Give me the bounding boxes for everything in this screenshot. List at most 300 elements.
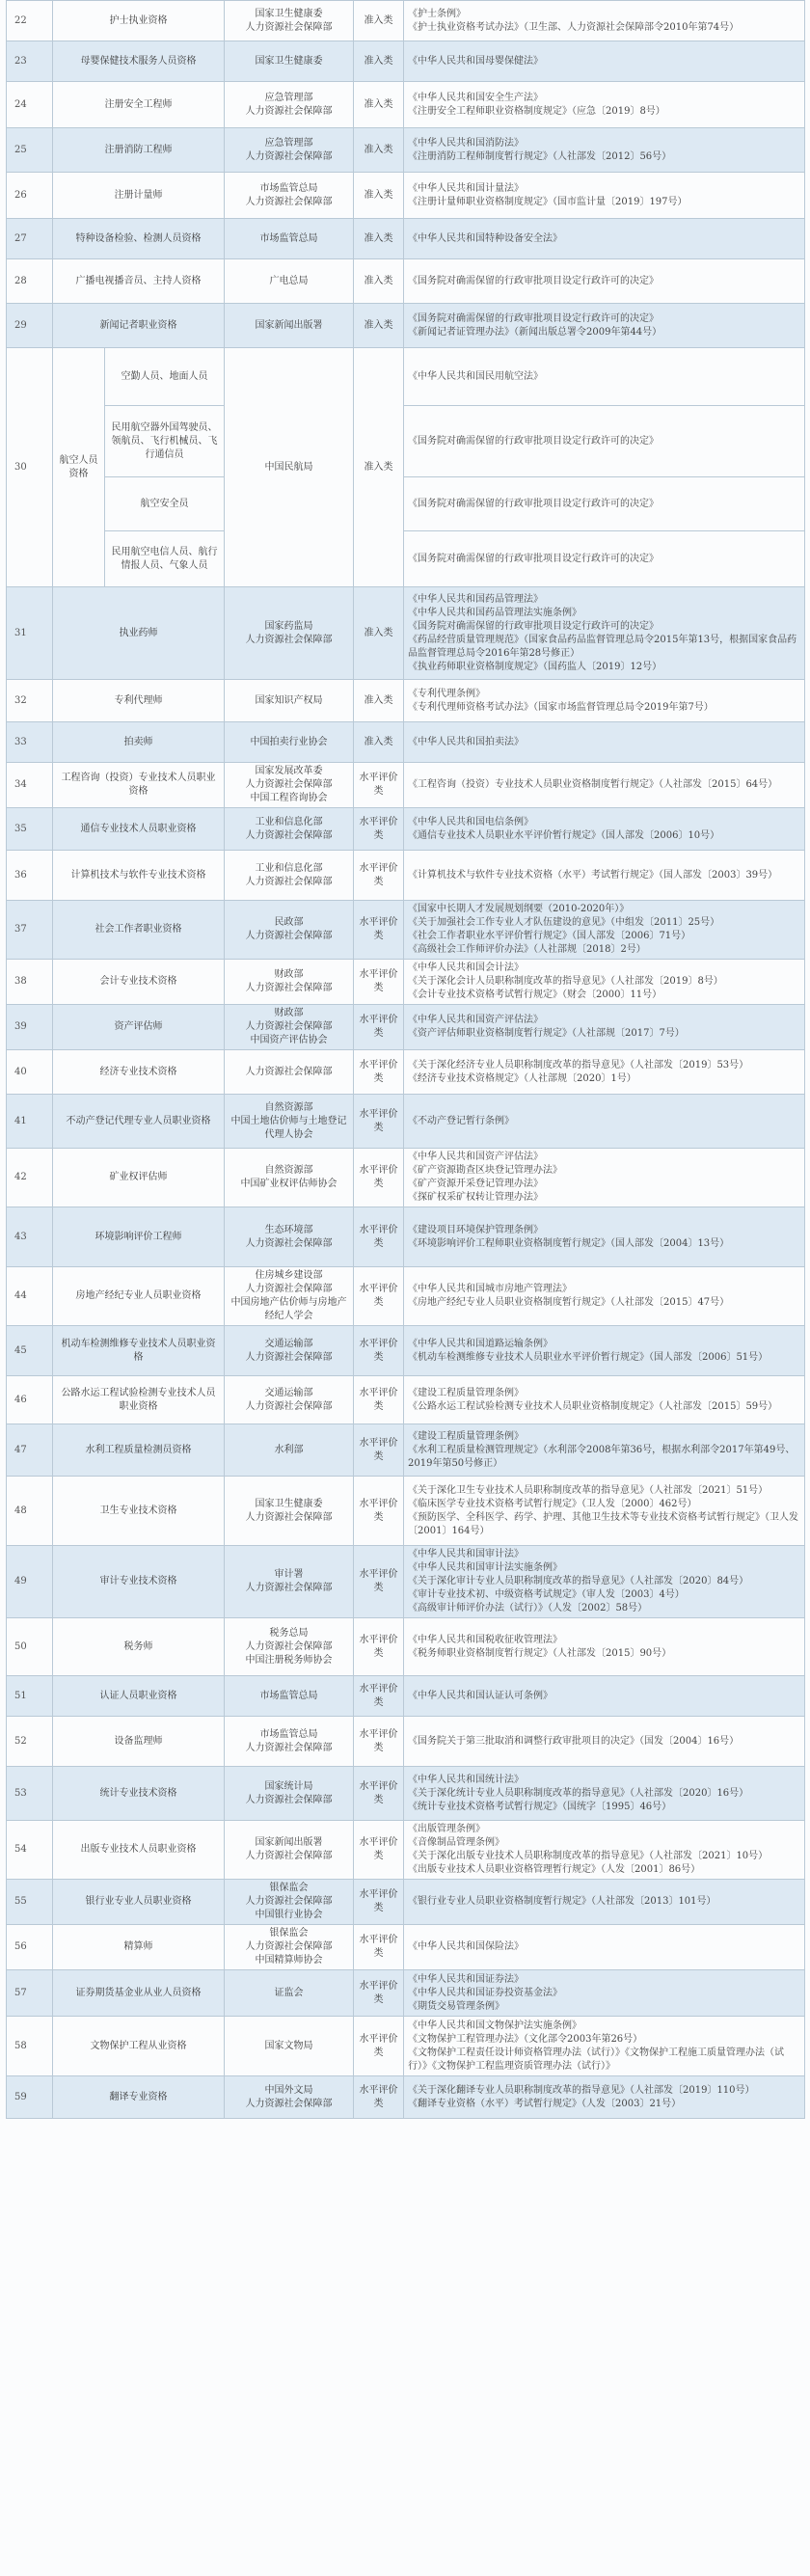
table-row	[7, 477, 805, 531]
row-number: 41	[7, 1095, 53, 1149]
table-row	[7, 1676, 805, 1717]
legal-basis-line: 《矿产资源勘查区块登记管理办法》	[408, 1165, 562, 1176]
qualification-name: 资产评估师	[53, 1005, 225, 1050]
department-cell	[225, 1149, 354, 1207]
legal-basis-line: 《临床医学专业技术资格考试暂行规定》（卫人发〔2000〕462号）	[408, 1498, 697, 1509]
legal-basis-line: 《经济专业技术资格规定》（人社部规〔2020〕1号）	[408, 1072, 636, 1084]
sub-qualification-name: 空勤人员、地面人员	[105, 348, 225, 406]
legal-basis-line: 《工程咨询（投资）专业技术人员职业资格制度暂行规定》（人社部发〔2015〕64号）	[408, 779, 778, 790]
row-number: 44	[7, 1267, 53, 1326]
legal-basis-line: 《预防医学、全科医学、药学、护理、其他卫生技术等专业技术资格考试暂行规定》（卫人发〔2001〕164号）	[408, 1511, 798, 1536]
department-name: 审计署	[274, 1569, 304, 1580]
department-name: 人力资源社会保障部	[245, 196, 333, 207]
legal-basis-line: 《国务院对确需保留的行政审批项目设定行政许可的决定》	[408, 435, 659, 447]
legal-basis-cell	[404, 477, 805, 531]
qualification-name: 卫生专业技术资格	[53, 1477, 225, 1546]
legal-basis-line: 《中华人民共和国审计法》	[408, 1549, 524, 1559]
qualification-type: 水平评价类	[354, 851, 404, 901]
legal-basis-cell	[404, 763, 805, 808]
department-name: 人力资源社会保障部	[245, 1400, 333, 1412]
row-number: 47	[7, 1424, 53, 1477]
row-number: 24	[7, 82, 53, 128]
qualification-name: 翻译专业资格	[53, 2076, 225, 2119]
legal-basis-line: 《建设工程质量管理条例》	[408, 1387, 524, 1398]
row-number: 53	[7, 1767, 53, 1821]
table-row	[7, 1376, 805, 1424]
table-row	[7, 1267, 805, 1326]
legal-basis-line: 《护士条例》	[408, 8, 466, 19]
qualification-type: 水平评价类	[354, 1546, 404, 1618]
row-number: 25	[7, 128, 53, 173]
legal-basis-cell	[404, 1717, 805, 1767]
department-name: 工业和信息化部	[255, 862, 323, 874]
qualification-type: 水平评价类	[354, 1821, 404, 1880]
legal-basis-line: 《关于深化卫生专业技术人员职称制度改革的指导意见》（人社部发〔2021〕51号）	[408, 1484, 769, 1496]
row-number: 26	[7, 173, 53, 219]
department-cell	[225, 1424, 354, 1477]
row-number: 55	[7, 1880, 53, 1925]
legal-basis-cell	[404, 219, 805, 259]
department-name: 国家文物局	[264, 2040, 313, 2051]
qualification-name: 会计专业技术资格	[53, 960, 225, 1005]
department-cell	[225, 1821, 354, 1880]
qualification-type: 水平评价类	[354, 901, 404, 960]
table-row	[7, 531, 805, 587]
row-number: 40	[7, 1050, 53, 1095]
department-name: 中国银行业协会	[255, 1910, 323, 1920]
table-row	[7, 1005, 805, 1050]
table-row	[7, 259, 805, 304]
sub-qualification-name: 民用航空电信人员、航行情报人员、气象人员	[105, 531, 225, 587]
legal-basis-line: 《文物保护工程责任设计师资格管理办法（试行）》《文物保护工程施工质量管理办法（试行）》《文物保护工程监理资质管理办法（试行）》	[408, 2047, 784, 2072]
legal-basis-line: 《音像制品管理条例》	[408, 1837, 504, 1848]
legal-basis-line: 《中华人民共和国计量法》	[408, 182, 524, 194]
row-number: 43	[7, 1207, 53, 1267]
legal-basis-cell	[404, 1880, 805, 1925]
qualification-name: 广播电视播音员、主持人资格	[53, 259, 225, 304]
department-name: 人力资源社会保障部	[245, 1641, 333, 1652]
qualification-name: 新闻记者职业资格	[53, 304, 225, 348]
legal-basis-cell	[404, 304, 805, 348]
department-name: 税务总局	[269, 1627, 309, 1639]
qualification-type: 准入类	[354, 259, 404, 304]
department-cell	[225, 1767, 354, 1821]
row-number: 42	[7, 1149, 53, 1207]
table-row	[7, 1821, 805, 1880]
table-row	[7, 2076, 805, 2119]
legal-basis-line: 《中华人民共和国电信条例》	[408, 816, 533, 827]
qualification-type: 水平评价类	[354, 1424, 404, 1477]
department-name: 人力资源社会保障部	[245, 779, 333, 790]
legal-basis-line: 《会计专业技术资格考试暂行规定》（财会〔2000〕11号）	[408, 990, 662, 1000]
table-row	[7, 173, 805, 219]
row-number: 37	[7, 901, 53, 960]
qualification-name: 通信专业技术人员职业资格	[53, 808, 225, 851]
legal-basis-cell	[404, 41, 805, 82]
qualification-type: 水平评价类	[354, 1326, 404, 1376]
department-cell	[225, 901, 354, 960]
department-name: 中国土地估价师与土地登记代理人协会	[230, 1115, 347, 1140]
table-row	[7, 1207, 805, 1267]
row-number: 51	[7, 1676, 53, 1717]
qualification-type: 准入类	[354, 680, 404, 722]
qualification-name: 执业药师	[53, 587, 225, 680]
legal-basis-cell	[404, 1005, 805, 1050]
department-name: 人力资源社会保障部	[245, 105, 333, 117]
department-name: 中国工程咨询协会	[250, 793, 328, 803]
table-row	[7, 851, 805, 901]
department-name: 人力资源社会保障部	[245, 1794, 333, 1805]
department-name: 国家新闻出版署	[255, 319, 323, 331]
table-row	[7, 1149, 805, 1207]
department-name: 中国矿业权评估师协会	[240, 1179, 338, 1189]
legal-basis-line: 《关于深化审计专业人员职称制度改革的指导意见》（人社部发〔2020〕84号）	[408, 1576, 749, 1586]
qualification-type: 水平评价类	[354, 1005, 404, 1050]
department-cell	[225, 1326, 354, 1376]
table-row	[7, 1050, 805, 1095]
legal-basis-line: 《护士执业资格考试办法》（卫生部、人力资源社会保障部令2010年第74号）	[408, 21, 740, 33]
legal-basis-line: 《关于深化经济专业人员职称制度改革的指导意见》（人社部发〔2019〕53号）	[408, 1059, 749, 1071]
sub-qualification-name: 航空安全员	[105, 477, 225, 531]
legal-basis-cell	[404, 1618, 805, 1676]
legal-basis-cell	[404, 1821, 805, 1880]
department-cell	[225, 1095, 354, 1149]
qualification-type: 水平评价类	[354, 1970, 404, 2017]
qualification-type: 准入类	[354, 41, 404, 82]
legal-basis-line: 《高级审计师评价办法（试行）》（人发〔2002〕58号）	[408, 1603, 648, 1613]
legal-basis-cell	[404, 1050, 805, 1095]
legal-basis-line: 《国务院对确需保留的行政审批项目设定行政许可的决定》	[408, 498, 659, 509]
qualification-name: 银行业专业人员职业资格	[53, 1880, 225, 1925]
department-name: 民政部	[274, 917, 304, 928]
department-name: 中国民航局	[264, 461, 313, 473]
qualification-name: 计算机技术与软件专业技术资格	[53, 851, 225, 901]
row-number: 48	[7, 1477, 53, 1546]
department-cell	[225, 808, 354, 851]
department-name: 国家药监局	[264, 620, 313, 632]
row-number: 23	[7, 41, 53, 82]
legal-basis-line: 《关于深化翻译专业人员职称制度改革的指导意见》（人社部发〔2019〕110号）	[408, 2084, 755, 2096]
legal-basis-cell	[404, 1767, 805, 1821]
qualification-type: 水平评价类	[354, 1376, 404, 1424]
qualification-type: 准入类	[354, 348, 404, 587]
qualification-name: 拍卖师	[53, 722, 225, 763]
qualification-name: 认证人员职业资格	[53, 1676, 225, 1717]
row-number: 54	[7, 1821, 53, 1880]
legal-basis-cell	[404, 1, 805, 41]
legal-basis-line: 《通信专业技术人员职业水平评价暂行规定》（国人部发〔2006〕10号）	[408, 829, 720, 841]
qualification-name: 注册安全工程师	[53, 82, 225, 128]
legal-basis-cell	[404, 960, 805, 1005]
department-cell	[225, 1, 354, 41]
department-cell	[225, 1376, 354, 1424]
department-name: 市场监管总局	[259, 1728, 318, 1740]
legal-basis-cell	[404, 1376, 805, 1424]
row-number: 30	[7, 348, 53, 587]
department-cell	[225, 680, 354, 722]
qualification-type: 水平评价类	[354, 1267, 404, 1326]
qualification-name: 机动车检测维修专业技术人员职业资格	[53, 1326, 225, 1376]
row-number: 38	[7, 960, 53, 1005]
department-name: 人力资源社会保障部	[245, 829, 333, 841]
department-name: 财政部	[274, 969, 304, 980]
legal-basis-line: 《中华人民共和国证券法》	[408, 1973, 524, 1985]
legal-basis-line: 《中华人民共和国母婴保健法》	[408, 55, 543, 67]
legal-basis-line: 《新闻记者证管理办法》（新闻出版总署令2009年第44号）	[408, 326, 662, 338]
department-name: 人力资源社会保障部	[245, 1941, 333, 1952]
legal-basis-cell	[404, 128, 805, 173]
table-row	[7, 1, 805, 41]
legal-basis-cell	[404, 722, 805, 763]
qualification-type: 准入类	[354, 304, 404, 348]
department-name: 中国精算师协会	[255, 1955, 323, 1966]
legal-basis-line: 《中华人民共和国药品管理法》	[408, 593, 543, 605]
department-name: 国家发展改革委	[255, 766, 323, 776]
qualification-name: 护士执业资格	[53, 1, 225, 41]
department-cell	[225, 219, 354, 259]
table-row	[7, 1477, 805, 1546]
qualification-type: 水平评价类	[354, 1618, 404, 1676]
qualification-name: 不动产登记代理专业人员职业资格	[53, 1095, 225, 1149]
department-name: 人力资源社会保障部	[245, 1021, 333, 1032]
row-number: 36	[7, 851, 53, 901]
table-row	[7, 1546, 805, 1618]
department-cell	[225, 259, 354, 304]
table-row	[7, 1326, 805, 1376]
table-row	[7, 1970, 805, 2017]
table-row	[7, 763, 805, 808]
qualification-name: 经济专业技术资格	[53, 1050, 225, 1095]
department-cell	[225, 1970, 354, 2017]
department-cell	[225, 82, 354, 128]
department-cell	[225, 1005, 354, 1050]
department-name: 中国外文局	[264, 2084, 313, 2096]
legal-basis-line: 《中华人民共和国资产评估法》	[408, 1015, 543, 1025]
legal-basis-cell	[404, 82, 805, 128]
table-row	[7, 1717, 805, 1767]
department-name: 人力资源社会保障部	[245, 150, 333, 162]
legal-basis-line: 《注册计量师职业资格制度规定》（国市监计量〔2019〕197号）	[408, 196, 688, 207]
row-number: 58	[7, 2017, 53, 2076]
department-cell	[225, 1050, 354, 1095]
legal-basis-line: 《文物保护工程管理办法》（文化部令2003年第26号）	[408, 2033, 643, 2045]
department-name: 水利部	[274, 1444, 304, 1455]
legal-basis-line: 《药品经营质量管理规范》（国家食品药品监督管理总局令2015年第13号，根据国家食品药品监督管理总局令2016年第28号修正）	[408, 634, 797, 659]
legal-basis-line: 《关于深化会计人员职称制度改革的指导意见》（人社部发〔2019〕8号）	[408, 976, 723, 987]
qualification-name: 注册计量师	[53, 173, 225, 219]
legal-basis-line: 《注册安全工程师职业资格制度规定》（应急〔2019〕8号）	[408, 105, 665, 117]
qualification-type: 水平评价类	[354, 1880, 404, 1925]
legal-basis-line: 《期货交易管理条例》	[408, 2000, 504, 2012]
table-row	[7, 722, 805, 763]
legal-basis-line: 《社会工作者职业水平评价暂行规定》（国人部发〔2006〕71号）	[408, 931, 691, 941]
department-cell	[225, 304, 354, 348]
row-number: 46	[7, 1376, 53, 1424]
qualification-name: 特种设备检验、检测人员资格	[53, 219, 225, 259]
qualification-name: 社会工作者职业资格	[53, 901, 225, 960]
qualification-type: 准入类	[354, 587, 404, 680]
table-row	[7, 960, 805, 1005]
row-number: 29	[7, 304, 53, 348]
department-name: 工业和信息化部	[255, 816, 323, 827]
qualification-name: 环境影响评价工程师	[53, 1207, 225, 1267]
department-name: 住房城乡建设部	[255, 1270, 323, 1281]
legal-basis-line: 《国务院关于第三批取消和调整行政审批项目的决定》（国发〔2004〕16号）	[408, 1735, 740, 1747]
qualification-type: 水平评价类	[354, 2076, 404, 2119]
table-row	[7, 406, 805, 477]
table-row	[7, 304, 805, 348]
department-name: 人力资源社会保障部	[245, 931, 333, 941]
legal-basis-cell	[404, 406, 805, 477]
department-name: 国家卫生健康委	[255, 8, 323, 19]
department-cell	[225, 1267, 354, 1326]
legal-basis-cell	[404, 2076, 805, 2119]
department-name: 人力资源社会保障部	[245, 1742, 333, 1753]
qualification-name: 精算师	[53, 1925, 225, 1970]
legal-basis-line: 《房地产经纪专业人员职业资格制度暂行规定》（人社部发〔2015〕47号）	[408, 1297, 730, 1308]
legal-basis-line: 《中华人民共和国审计法实施条例》	[408, 1562, 562, 1573]
department-name: 人力资源社会保障部	[245, 1351, 333, 1363]
legal-basis-line: 《翻译专业资格（水平）考试暂行规定》（人发〔2003〕21号）	[408, 2098, 682, 2109]
qualification-name: 设备监理师	[53, 1717, 225, 1767]
legal-basis-line: 《中华人民共和国文物保护法实施条例》	[408, 2020, 581, 2031]
legal-basis-line: 《环境影响评价工程师职业资格制度暂行规定》（国人部发〔2004〕13号）	[408, 1237, 730, 1249]
legal-basis-line: 《中华人民共和国保险法》	[408, 1941, 524, 1952]
department-name: 中国房地产估价师与房地产经纪人学会	[230, 1297, 347, 1321]
department-cell	[225, 2076, 354, 2119]
department-name: 广电总局	[269, 275, 309, 286]
department-name: 人力资源社会保障部	[245, 634, 333, 645]
row-number: 28	[7, 259, 53, 304]
department-name: 人力资源社会保障部	[245, 21, 333, 33]
qualification-name: 文物保护工程从业资格	[53, 2017, 225, 2076]
row-number: 57	[7, 1970, 53, 2017]
legal-basis-line: 《国家中长期人才发展规划纲要（2010-2020年）》	[408, 904, 630, 914]
table-row	[7, 41, 805, 82]
qualification-type: 水平评价类	[354, 1676, 404, 1717]
legal-basis-line: 《中华人民共和国安全生产法》	[408, 92, 543, 103]
legal-basis-cell	[404, 1149, 805, 1207]
legal-basis-cell	[404, 531, 805, 587]
department-name: 市场监管总局	[259, 232, 318, 244]
legal-basis-cell	[404, 587, 805, 680]
qualification-type: 准入类	[354, 219, 404, 259]
department-name: 中国拍卖行业协会	[250, 736, 328, 747]
qualification-name: 母婴保健技术服务人员资格	[53, 41, 225, 82]
legal-basis-cell	[404, 1546, 805, 1618]
legal-basis-line: 《资产评估师职业资格制度暂行规定》（人社部规〔2017〕7号）	[408, 1028, 685, 1039]
legal-basis-line: 《注册消防工程师制度暂行规定》（人社部发〔2012〕56号）	[408, 150, 672, 162]
legal-basis-cell	[404, 1424, 805, 1477]
qualification-type: 水平评价类	[354, 1095, 404, 1149]
legal-basis-cell	[404, 1326, 805, 1376]
qualification-type: 水平评价类	[354, 1925, 404, 1970]
legal-basis-line: 《中华人民共和国药品管理法实施条例》	[408, 607, 581, 618]
legal-basis-line: 《国务院对确需保留的行政审批项目设定行政许可的决定》	[408, 553, 659, 564]
qualification-type: 水平评价类	[354, 808, 404, 851]
table-row	[7, 1424, 805, 1477]
qualification-name: 出版专业技术人员职业资格	[53, 1821, 225, 1880]
legal-basis-line: 《中华人民共和国税收征收管理法》	[408, 1634, 562, 1645]
qualification-name: 航空人员资格	[53, 348, 105, 587]
table-row	[7, 1767, 805, 1821]
legal-basis-line: 《执业药师职业资格制度规定》（国药监人〔2019〕12号）	[408, 661, 662, 672]
qualification-type: 水平评价类	[354, 960, 404, 1005]
table-row	[7, 219, 805, 259]
legal-basis-line: 《中华人民共和国资产评估法》	[408, 1152, 543, 1162]
row-number: 35	[7, 808, 53, 851]
qualification-type: 准入类	[354, 173, 404, 219]
qualification-name: 证券期货基金业从业人员资格	[53, 1970, 225, 2017]
row-number: 22	[7, 1, 53, 41]
legal-basis-line: 《出版专业技术人员职业资格管理暂行规定》（人发〔2001〕86号）	[408, 1864, 701, 1875]
legal-basis-line: 《建设工程质量管理条例》	[408, 1430, 524, 1442]
department-name: 自然资源部	[264, 1101, 313, 1113]
legal-basis-line: 《建设项目环境保护管理条例》	[408, 1224, 543, 1235]
legal-basis-line: 《关于加强社会工作专业人才队伍建设的意见》（中组发〔2011〕25号）	[408, 917, 720, 928]
qualification-type: 水平评价类	[354, 763, 404, 808]
table-row	[7, 1880, 805, 1925]
department-cell	[225, 1880, 354, 1925]
qualification-type: 水平评价类	[354, 1717, 404, 1767]
legal-basis-line: 《关于深化统计专业人员职称制度改革的指导意见》（人社部发〔2020〕16号）	[408, 1787, 749, 1799]
department-cell	[225, 1207, 354, 1267]
qualification-type: 水平评价类	[354, 1050, 404, 1095]
department-name: 人力资源社会保障部	[245, 2098, 333, 2109]
legal-basis-line: 《专利代理条例》	[408, 688, 485, 699]
legal-basis-line: 《计算机技术与软件专业技术资格（水平）考试暂行规定》（国人部发〔2003〕39号）	[408, 869, 778, 881]
department-cell	[225, 1676, 354, 1717]
qualification-name: 公路水运工程试验检测专业技术人员职业资格	[53, 1376, 225, 1424]
legal-basis-cell	[404, 1477, 805, 1546]
qualification-name: 统计专业技术资格	[53, 1767, 225, 1821]
legal-basis-line: 《探矿权采矿权转让管理办法》	[408, 1192, 543, 1203]
legal-basis-line: 《中华人民共和国城市房地产管理法》	[408, 1284, 572, 1294]
row-number: 33	[7, 722, 53, 763]
department-name: 人力资源社会保障部	[245, 983, 333, 993]
legal-basis-line: 《国务院对确需保留的行政审批项目设定行政许可的决定》	[408, 275, 659, 286]
legal-basis-line: 《中华人民共和国拍卖法》	[408, 736, 524, 747]
department-name: 国家新闻出版署	[255, 1837, 323, 1848]
department-cell	[225, 763, 354, 808]
legal-basis-line: 《高级社会工作师评价办法》（人社部规〔2018〕2号）	[408, 944, 646, 955]
department-cell	[225, 2017, 354, 2076]
department-name: 交通运输部	[264, 1338, 313, 1349]
department-cell	[225, 128, 354, 173]
legal-basis-line: 《中华人民共和国消防法》	[408, 137, 524, 149]
legal-basis-line: 《统计专业技术资格考试暂行规定》（国统字〔1995〕46号）	[408, 1801, 672, 1812]
department-name: 国家统计局	[264, 1780, 313, 1792]
table-row	[7, 901, 805, 960]
sub-qualification-name: 民用航空器外国驾驶员、领航员、飞行机械员、飞行通信员	[105, 406, 225, 477]
legal-basis-cell	[404, 680, 805, 722]
department-name: 人力资源社会保障部	[245, 876, 333, 887]
legal-basis-line: 《关于深化出版专业技术人员职称制度改革的指导意见》（人社部发〔2021〕10号）	[408, 1851, 769, 1861]
legal-basis-cell	[404, 348, 805, 406]
row-number: 34	[7, 763, 53, 808]
qualification-name: 注册消防工程师	[53, 128, 225, 173]
qualification-type: 水平评价类	[354, 2017, 404, 2076]
legal-basis-line: 《公路水运工程试验检测专业技术人员职业资格制度规定》（人社部发〔2015〕59号）	[408, 1400, 778, 1412]
legal-basis-line: 《中华人民共和国会计法》	[408, 963, 524, 973]
qualification-name: 房地产经纪专业人员职业资格	[53, 1267, 225, 1326]
qualification-name: 税务师	[53, 1618, 225, 1676]
legal-basis-cell	[404, 1925, 805, 1970]
department-name: 人力资源社会保障部	[245, 1066, 333, 1077]
department-name: 银保监会	[269, 1928, 309, 1939]
department-cell	[225, 587, 354, 680]
legal-basis-line: 《银行业专业人员职业资格制度暂行规定》（人社部发〔2013〕101号）	[408, 1896, 716, 1907]
